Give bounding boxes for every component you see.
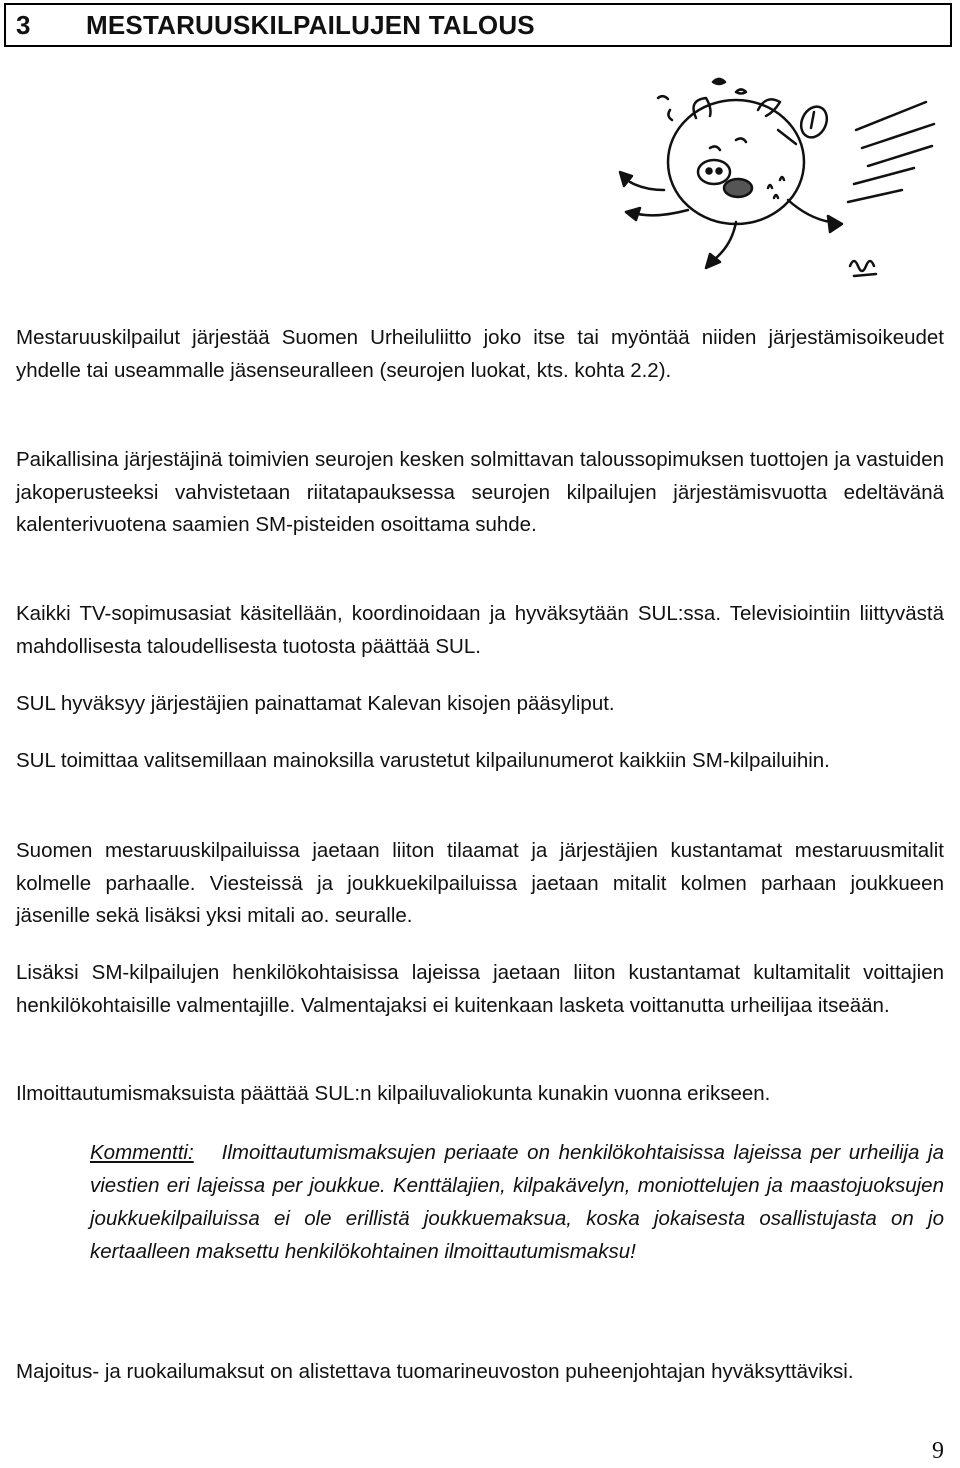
paragraph-coach-medals (16, 957, 944, 1022)
paragraph-medals (16, 835, 944, 933)
paragraph-numbers (16, 745, 944, 778)
paragraph-text: Suomen mestaruuskilpailuissa jaetaan liiton tilaamat ja järjestäjien kustantamat mestaruusmitalit kolmelle parhaalle. Viesteissä ja joukkuekilpailuissa jaetaan mitalit kolmen parhaan joukkueen jäsenille sekä lisäksi yksi mitali ao. seuralle. (16, 839, 944, 927)
paragraph-organizer (16, 322, 944, 387)
running-piggy-bank-icon (618, 70, 948, 298)
paragraph-text: Paikallisina järjestäjinä toimivien seurojen kesken solmittavan taloussopimuksen tuottojen ja vastuiden jakoperusteeksi vahvistetaan riitatapauksessa seurojen kilpailujen järjestämisvuotta edeltävänä kalenterivuotena saamien SM-pisteiden osoittama suhde. (16, 448, 944, 536)
comment-label: Kommentti: (90, 1141, 194, 1164)
paragraph-text: Ilmoittautumismaksuista päättää SUL:n kilpailuvaliokunta kunakin vuonna erikseen. (16, 1082, 771, 1105)
paragraph-tv (16, 598, 944, 663)
comment-text: Ilmoittautumismaksujen periaate on henkilökohtaisissa lajeissa per urheilija ja viestien eri lajeissa per joukkue. Kenttälajien, kilpakävelyn, moniottelujen ja maastojuoksujen joukkuekilpailuissa ei ole erillistä joukkuemaksua, koska jokaisesta osallistujasta on jo kertaalleen maksettu henkilökohtainen ilmoittautumismaksu! (90, 1141, 944, 1263)
paragraph-text: SUL hyväksyy järjestäjien painattamat Kalevan kisojen pääsyliput. (16, 692, 615, 715)
section-heading (4, 3, 952, 47)
paragraph-text: Mestaruuskilpailut järjestää Suomen Urheiluliitto joko itse tai myöntää niiden järjestämisoikeudet yhdelle tai useammalle jäsenseuralleen (seurojen luokat, kts. kohta 2.2). (16, 326, 944, 382)
page-number: 9 (932, 1438, 944, 1464)
comment-block (90, 1136, 944, 1268)
paragraph-fees (16, 1078, 944, 1111)
section-title: MESTARUUSKILPAILUJEN TALOUS (86, 9, 535, 40)
paragraph-text: SUL toimittaa valitsemillaan mainoksilla varustetut kilpailunumerot kaikkiin SM-kilpailuihin. (16, 749, 830, 772)
paragraph-tickets (16, 688, 944, 721)
section-number: 3 (16, 9, 31, 40)
paragraph-text: Majoitus- ja ruokailumaksut on alistettava tuomarineuvoston puheenjohtajan hyväksyttäviksi. (16, 1360, 854, 1383)
paragraph-revenue-share (16, 444, 944, 542)
paragraph-text: Lisäksi SM-kilpailujen henkilökohtaisissa lajeissa jaetaan liiton kustantamat kultamitalit voittajien henkilökohtaisille valmentajille. Valmentajaksi ei kuitenkaan lasketa voittanutta urheilijaa itseään. (16, 961, 944, 1017)
paragraph-accommodation (16, 1356, 944, 1389)
paragraph-text: Kaikki TV-sopimusasiat käsitellään, koordinoidaan ja hyväksytään SUL:ssa. Televisiointiin liittyvästä mahdollisesta taloudellisesta tuotosta päättää SUL. (16, 602, 944, 658)
